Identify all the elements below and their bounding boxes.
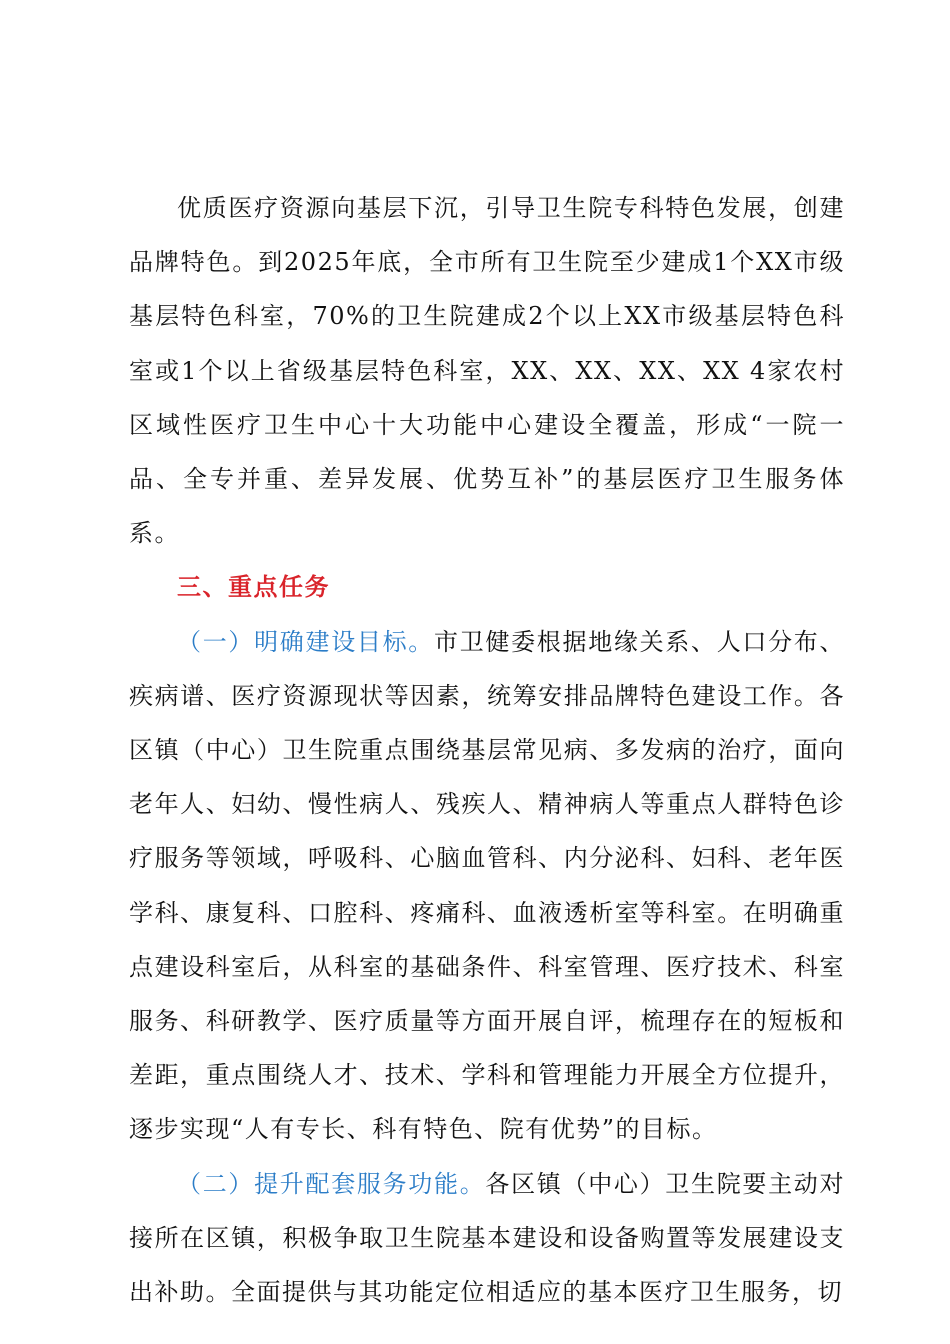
paragraph-item-2: [129, 1157, 845, 1320]
item-1-body: 市卫健委根据地缘关系、人口分布、疾病谱、医疗资源现状等因素，统筹安排品牌特色建设工作。各区镇（中心）卫生院重点围绕基层常见病、多发病的治疗，面向老年人、妇幼、慢性病人、残疾人、精神病人等重点人群特色诊疗服务等领域，呼吸科、心脑血管科、内分泌科、妇科、老年医学科、康复科、口腔科、疼痛科、血液透析室等科室。在明确重点建设科室后，从科室的基础条件、科室管理、医疗技术、科室服务、科研教学、医疗质量等方面开展自评，梳理存在的短板和差距，重点围绕人才、技术、学科和管理能力开展全方位提升，逐步实现“人有专长、科有特色、院有优势”的目标。: [129, 627, 845, 1144]
section-heading: 三、重点任务: [177, 573, 330, 602]
paragraph-item-1: [129, 615, 845, 1157]
item-2-body: 各区镇（中心）卫生院要主动对接所在区镇，积极争取卫生院基本建设和设备购置等发展建设支出补助。全面提供与其功能定位相适应的基本医疗卫生服务，切: [129, 1169, 846, 1307]
item-1-title: （一）明确建设目标。: [177, 627, 434, 656]
document-body: [129, 181, 845, 1319]
paragraph-goals: 优质医疗资源向基层下沉，引导卫生院专科特色发展，创建品牌特色。到2025年底，全市所有卫生院至少建成1个XX市级基层特色科室，70%的卫生院建成2个以上XX市级基层特色科室或1个以上省级基层特色科室，XX、XX、XX、XX 4家农村区域性医疗卫生中心十大功能中心建设全覆盖，形成“一院一品、全专并重、差异发展、优势互补”的基层医疗卫生服务体系。: [129, 194, 845, 548]
item-2-title: （二）提升配套服务功能。: [177, 1169, 486, 1198]
